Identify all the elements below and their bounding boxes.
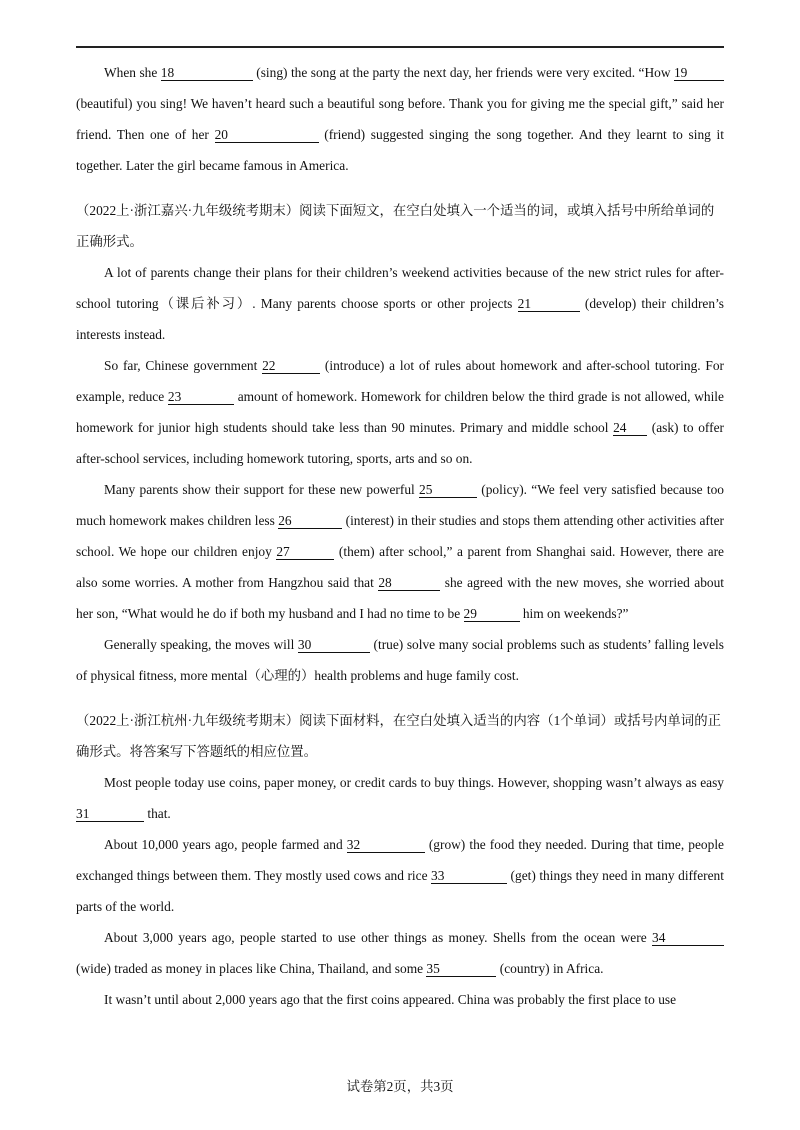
passage-paragraph bbox=[76, 767, 724, 829]
paragraph-text: she agreed with the new moves, she worried about her son, “What would he do if both my husband and I had no time to be bbox=[76, 575, 724, 621]
paragraph-text: Most people today use coins, paper money, or credit cards to buy things. However, shopping wasn’t always as easy bbox=[104, 775, 724, 790]
paragraph-text: Many parents show their support for these new powerful bbox=[104, 482, 420, 497]
paragraph-text: (policy). “We feel very satisfied because too much homework makes children less bbox=[76, 482, 724, 528]
answer-blank-25[interactable]: 25 bbox=[419, 483, 477, 498]
passage-instructions: （2022上·浙江杭州·九年级统考期末）阅读下面材料，在空白处填入适当的内容（1个单词）或括号内单词的正确形式。将答案写下答题纸的相应位置。 bbox=[76, 713, 721, 759]
answer-blank-33[interactable]: 33 bbox=[431, 869, 507, 884]
page-footer: 试卷第2页，共3页 bbox=[346, 1079, 454, 1094]
passage-section bbox=[76, 57, 724, 181]
answer-blank-19[interactable]: 19 bbox=[674, 66, 724, 81]
document-body bbox=[76, 57, 724, 1015]
paragraph-text: So far, Chinese government bbox=[104, 358, 263, 373]
passage-paragraph bbox=[76, 829, 724, 922]
passage-paragraph bbox=[76, 984, 724, 1015]
answer-blank-31[interactable]: 31 bbox=[76, 807, 144, 822]
answer-blank-24[interactable]: 24 bbox=[613, 421, 647, 436]
passage-instructions: （2022上·浙江嘉兴·九年级统考期末）阅读下面短文，在空白处填入一个适当的词，或填入括号中所给单词的正确形式。 bbox=[76, 203, 715, 249]
answer-blank-27[interactable]: 27 bbox=[276, 545, 334, 560]
answer-blank-20[interactable]: 20 bbox=[215, 128, 319, 143]
passage-paragraph bbox=[76, 922, 724, 984]
paragraph-text: (them) after school,” a parent from Shanghai said. However, there are also some worries. A mother from Hangzhou said that bbox=[76, 544, 724, 590]
paragraph-text: (country) in Africa. bbox=[496, 961, 604, 976]
paragraph-text: About 3,000 years ago, people started to use other things as money. Shells from the ocean were bbox=[104, 930, 652, 945]
answer-blank-29[interactable]: 29 bbox=[464, 607, 520, 622]
paragraph-text: (sing) the song at the party the next day, her friends were very excited. “How bbox=[252, 65, 674, 80]
answer-blank-34[interactable]: 34 bbox=[652, 931, 724, 946]
passage-paragraph bbox=[76, 57, 724, 181]
paragraph-text: (get) things they need in many different parts of the world. bbox=[76, 868, 724, 914]
answer-blank-23[interactable]: 23 bbox=[168, 390, 234, 405]
paragraph-text: him on weekends?” bbox=[519, 606, 629, 621]
passage-paragraph bbox=[76, 257, 724, 350]
answer-blank-21[interactable]: 21 bbox=[518, 297, 580, 312]
answer-blank-30[interactable]: 30 bbox=[298, 638, 370, 653]
paragraph-text: (interest) in their studies and stops them attending other activities after school. We hope our children enjoy bbox=[76, 513, 724, 559]
passage-paragraph bbox=[76, 350, 724, 474]
paragraph-text: (develop) their children’s interests instead. bbox=[76, 296, 724, 342]
paragraph-text: It wasn’t until about 2,000 years ago that the first coins appeared. China was probably the first place to use bbox=[104, 992, 677, 1007]
paragraph-text: that. bbox=[144, 806, 171, 821]
paragraph-text: (grow) the food they needed. During that time, people exchanged things between them. They mostly used cows and rice bbox=[76, 837, 724, 883]
paragraph-text: A lot of parents change their plans for their children’s weekend activities because of the new strict rules for after-school tutoring（课后补习）. Many parents choose sports or other projects bbox=[76, 265, 724, 311]
top-rule bbox=[76, 46, 724, 48]
passage-paragraph bbox=[76, 629, 724, 691]
passage-section bbox=[76, 195, 724, 691]
answer-blank-26[interactable]: 26 bbox=[278, 514, 342, 529]
paragraph-text: Generally speaking, the moves will bbox=[104, 637, 298, 652]
answer-blank-35[interactable]: 35 bbox=[426, 962, 496, 977]
passage-section bbox=[76, 705, 724, 1015]
paragraph-text: (ask) to offer after-school services, including homework tutoring, sports, arts and so on. bbox=[76, 420, 724, 466]
paragraph-text: (introduce) a lot of rules about homework and after-school tutoring. For example, reduce bbox=[76, 358, 724, 404]
answer-blank-18[interactable]: 18 bbox=[161, 66, 253, 81]
paragraph-text: (friend) suggested singing the song together. And they learnt to sing it together. Later the girl became famous in America. bbox=[76, 127, 724, 173]
answer-blank-22[interactable]: 22 bbox=[262, 359, 320, 374]
paragraph-text: (true) solve many social problems such as students’ falling levels of physical fitness, more mental（心理的）health problems and huge family cost. bbox=[76, 637, 724, 683]
paragraph-text: When she bbox=[104, 65, 161, 80]
paragraph-text: About 10,000 years ago, people farmed and bbox=[104, 837, 347, 852]
paragraph-text: (beautiful) you sing! We haven’t heard such a beautiful song before. Thank you for giving me the special gift,” said her friend. Then one of her bbox=[76, 96, 724, 142]
passage-paragraph bbox=[76, 474, 724, 629]
answer-blank-32[interactable]: 32 bbox=[347, 838, 425, 853]
answer-blank-28[interactable]: 28 bbox=[378, 576, 440, 591]
paragraph-text: amount of homework. Homework for children below the third grade is not allowed, while homework for junior high students should take less than 90 minutes. Primary and middle school bbox=[76, 389, 724, 435]
paragraph-text: (wide) traded as money in places like China, Thailand, and some bbox=[76, 961, 427, 976]
